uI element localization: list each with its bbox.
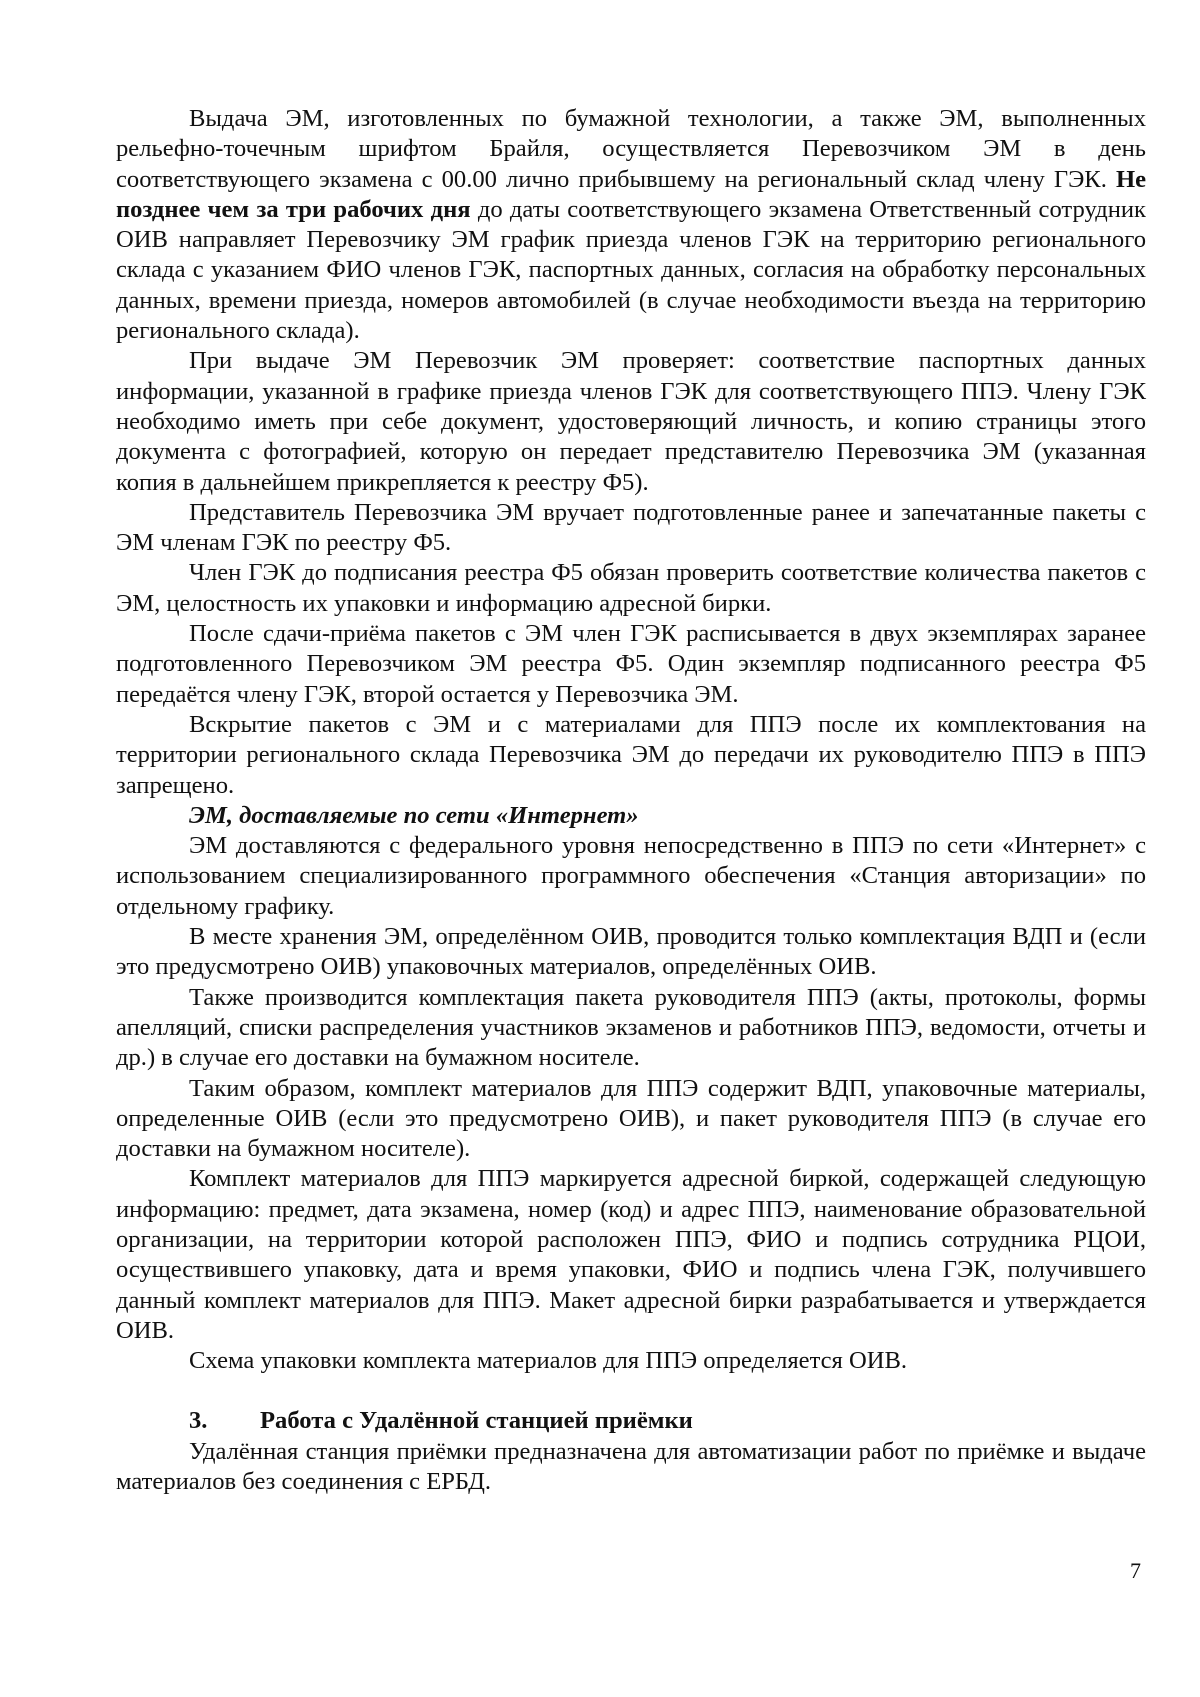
paragraph-storage-packing: В месте хранения ЭМ, определённом ОИВ, проводится только комплектация ВДП и (если это предусмотрено ОИВ) упаковочных материалов, определённых ОИВ. — [116, 923, 1146, 981]
paragraph-package-handover: Представитель Перевозчика ЭМ вручает подготовленные ранее и запечатанные пакеты с ЭМ членам ГЭК по реестру Ф5. — [116, 498, 1146, 557]
subheading-internet-delivery: ЭМ, доставляемые по сети «Интернет» — [189, 801, 639, 829]
paragraph-passport-check: При выдаче ЭМ Перевозчик ЭМ проверяет: соответствие паспортных данных информации, указанной в графике приезда членов ГЭК для соответствующего ППЭ. Члену ГЭК необходимо иметь при себе документ, удостоверяющий личность, и копию страницы этого документа с фотографией, которую он передает представителю Перевозчика ЭМ (указанная копия в дальнейшем прикрепляется к реестру Ф5). — [116, 347, 1146, 496]
paragraph-text: Выдача ЭМ, изготовленных по бумажной технологии, а также ЭМ, выполненных рельефно-точечным шрифтом Брайля, осуществляется Перевозчиком ЭМ в день соответствующего экзамена с 00.00 лично прибывшему на региональный склад члену ГЭК. — [116, 105, 1146, 193]
section-heading — [116, 1406, 1146, 1436]
paragraph-internet-delivery: ЭМ доставляются с федерального уровня непосредственно в ППЭ по сети «Интернет» с использованием специализированного программного обеспечения «Станция авторизации» по отдельному графику. — [116, 832, 1146, 920]
paragraph-register-signing: После сдачи-приёма пакетов с ЭМ член ГЭК расписывается в двух экземплярах заранее подготовленного Перевозчиком ЭМ реестра Ф5. Один экземпляр подписанного реестра Ф5 передаётся члену ГЭК, второй остается у Перевозчика ЭМ. — [116, 620, 1146, 708]
section-number: 3. — [189, 1407, 208, 1435]
page-number: 7 — [1130, 1558, 1141, 1583]
document-page — [116, 104, 1146, 1497]
section-title: Работа с Удалённой станцией приёмки — [260, 1407, 693, 1435]
paragraph-address-label: Комплект материалов для ППЭ маркируется адресной биркой, содержащей следующую информацию: предмет, дата экзамена, номер (код) и адрес ППЭ, наименование образовательной организации, на территории которой расположен ППЭ, ФИО и подпись сотрудника РЦОИ, осуществившего упаковку, дата и время упаковки, ФИО и подпись члена ГЭК, получившего данный комплект материалов для ППЭ. Макет адресной бирки разрабатывается и утверждается ОИВ. — [116, 1165, 1146, 1344]
paragraph-kit-contents: Таким образом, комплект материалов для ППЭ содержит ВДП, упаковочные материалы, определенные ОИВ (если это предусмотрено ОИВ), и пакет руководителя ППЭ (в случае его доставки на бумажном носителе). — [116, 1074, 1146, 1163]
paragraph-packing-scheme: Схема упаковки комплекта материалов для ППЭ определяется ОИВ. — [189, 1347, 908, 1375]
paragraph-manager-package: Также производится комплектация пакета руководителя ППЭ (акты, протоколы, формы апелляций, списки распределения участников экзаменов и работников ППЭ, ведомости, отчеты и др.) в случае его доставки на бумажном носителе. — [116, 983, 1146, 1072]
paragraph-remote-station: Удалённая станция приёмки предназначена для автоматизации работ по приёмке и выдаче материалов без соединения с ЕРБД. — [116, 1437, 1146, 1496]
paragraph-gek-delivery-schedule — [116, 104, 1146, 346]
paragraph-text: до даты соответствующего экзамена Ответственный сотрудник ОИВ направляет Перевозчику ЭМ график приезда членов ГЭК на территорию регионального склада с указанием ФИО членов ГЭК, паспортных данных, согласия на обработку персональных данных, времени приезда, номеров автомобилей (в случае необходимости въезда на территорию регионального склада). — [116, 195, 1146, 345]
deadline-bold-text: Не позднее чем за три рабочих дня — [116, 165, 1146, 223]
paragraph-opening-prohibited: Вскрытие пакетов с ЭМ и с материалами для ППЭ после их комплектования на территории регионального склада Перевозчика ЭМ до передачи их руководителю ППЭ в ППЭ запрещено. — [116, 710, 1146, 799]
paragraph-package-verification: Член ГЭК до подписания реестра Ф5 обязан проверить соответствие количества пакетов с ЭМ, целостность их упаковки и информацию адресной бирки. — [116, 559, 1146, 617]
